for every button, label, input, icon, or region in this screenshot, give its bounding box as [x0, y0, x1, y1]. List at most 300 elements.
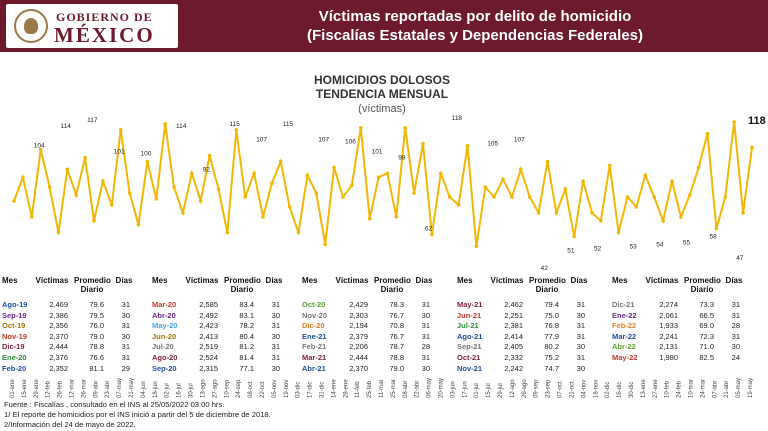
table-row	[0, 342, 150, 353]
header-cell: Mes	[302, 276, 318, 285]
data-point	[403, 126, 407, 130]
chart-subtitle: TENDENCIA MENSUAL	[315, 87, 449, 101]
table-row	[455, 342, 605, 353]
cell-victimas: 2,376	[49, 352, 68, 362]
monthly-tables	[0, 272, 768, 372]
x-tick-label: 10-feb	[664, 380, 671, 398]
month-table-1	[0, 274, 150, 374]
cell-dias: 30	[271, 363, 280, 373]
value-label: 107	[256, 136, 267, 144]
cell-dias: 31	[421, 352, 430, 362]
cell-promedio: 78.3	[389, 300, 404, 309]
value-label: 53	[629, 243, 637, 251]
table-row	[150, 342, 300, 353]
cell-victimas: 2,242	[504, 363, 523, 373]
data-point	[306, 174, 310, 178]
cell-dias: 31	[121, 321, 130, 331]
x-tick-label: 11-mar	[379, 379, 385, 398]
x-tick-label: 01-ene	[10, 379, 16, 398]
cell-mes: Jun-21	[457, 310, 482, 320]
cell-dias: 31	[271, 342, 280, 352]
value-label: 42	[540, 265, 548, 273]
cell-victimas: 2,469	[49, 300, 68, 309]
cell-dias: 30	[731, 342, 740, 352]
cell-promedio: 66.5	[699, 310, 714, 320]
footnote-1: 1/ El reporte de homicidios por el INS inició a partir del 5 de diciembre de 2018.	[4, 410, 271, 419]
cell-promedio: 71.0	[699, 342, 714, 352]
cell-dias: 31	[731, 300, 740, 309]
cell-promedio: 81.2	[239, 342, 254, 352]
data-point	[724, 195, 728, 199]
data-point	[128, 191, 132, 195]
value-label: 107	[318, 136, 330, 144]
table-header	[610, 274, 760, 300]
header-banner	[0, 0, 768, 52]
cell-promedio: 78.8	[89, 342, 104, 352]
cell-promedio: 79.4	[544, 300, 559, 309]
cell-victimas: 2,206	[349, 342, 368, 352]
cell-victimas: 2,352	[49, 363, 68, 373]
cell-victimas: 2,386	[49, 310, 68, 320]
x-tick-label: 31-dic	[319, 381, 326, 398]
value-label: 55	[682, 239, 691, 247]
cell-promedio: 72.3	[699, 331, 714, 341]
x-tick-label: 25-mar	[390, 378, 397, 398]
data-point	[83, 156, 87, 160]
x-tick-label: 27-ago	[212, 379, 219, 398]
cell-mes: Ene-21	[302, 331, 327, 341]
cell-dias: 30	[271, 331, 280, 341]
cell-victimas: 2,423	[199, 321, 218, 331]
data-point	[439, 172, 443, 176]
data-point	[146, 160, 150, 164]
data-point	[395, 215, 399, 219]
cell-promedio: 79.0	[389, 363, 404, 373]
cell-promedio: 76.6	[89, 352, 104, 362]
cell-dias: 31	[731, 331, 740, 341]
data-point	[163, 122, 167, 126]
x-axis	[10, 378, 754, 398]
value-label: 62	[425, 225, 433, 233]
cell-victimas: 2,444	[349, 352, 368, 362]
logo-small-text: GOBIERNO DE	[56, 10, 153, 24]
cell-promedio: 81.1	[89, 363, 104, 373]
data-point	[377, 176, 381, 180]
cell-victimas: 2,131	[659, 342, 678, 352]
last-value-label: 118	[748, 115, 766, 127]
x-tick-label: 02-jul	[164, 383, 171, 398]
cell-victimas: 2,274	[659, 300, 678, 309]
data-point	[510, 195, 514, 199]
x-tick-label: 07-may	[117, 377, 124, 398]
cell-victimas: 2,303	[349, 310, 368, 320]
x-tick-label: 12-ago	[509, 379, 516, 398]
cell-mes: Nov-21	[457, 363, 483, 373]
header-cell: Promedio Diario	[529, 276, 566, 294]
cell-dias: 31	[271, 300, 280, 309]
data-point	[555, 211, 559, 215]
data-point	[92, 219, 96, 223]
table-row	[455, 300, 605, 311]
data-point	[430, 233, 434, 237]
data-point	[270, 181, 274, 185]
cell-promedio: 76.7	[389, 310, 404, 320]
x-tick-label: 15-ene	[21, 379, 28, 398]
value-label: 118	[451, 115, 463, 122]
value-label: 98	[398, 154, 406, 162]
value-label: 114	[60, 122, 71, 130]
cell-dias: 30	[576, 342, 585, 352]
table-row	[150, 353, 300, 364]
x-tick-label: 08-oct	[248, 381, 255, 398]
cell-promedio: 76.8	[544, 321, 559, 331]
page-subtitle: (Fiscalías Estatales y Dependencias Federales)	[307, 27, 643, 44]
cell-promedio: 78.7	[389, 342, 404, 352]
cell-promedio: 69.0	[699, 321, 714, 331]
value-label: 101	[113, 148, 125, 156]
footnote-source: Fuente : Fiscalías , consultado en el INS al 25/05/2022 03:00 hrs.	[4, 400, 225, 409]
value-label: 115	[282, 120, 294, 128]
table-header	[150, 274, 300, 300]
x-tick-label: 18-nov	[593, 379, 600, 398]
data-point	[466, 144, 470, 148]
data-point	[590, 211, 594, 215]
data-point	[732, 120, 736, 124]
header-cell: Víctimas	[185, 276, 219, 285]
x-tick-label: 03-dic	[295, 381, 302, 398]
data-point	[448, 195, 452, 199]
cell-victimas: 2,519	[199, 342, 218, 352]
value-label: 54	[656, 241, 664, 249]
cell-mes: Nov-19	[2, 331, 28, 341]
cell-mes: Abr-22	[612, 342, 636, 352]
x-tick-label: 02-dic	[605, 381, 612, 398]
cell-promedio: 77.9	[544, 331, 559, 341]
x-tick-label: 21-may	[129, 377, 135, 398]
cell-mes: Ago-19	[2, 300, 28, 309]
value-label: 58	[709, 233, 717, 241]
cell-promedio: 80.2	[544, 342, 559, 352]
data-point	[172, 185, 176, 189]
data-point	[208, 154, 212, 158]
data-point	[323, 243, 327, 247]
data-point	[217, 187, 221, 191]
cell-mes: May-20	[152, 321, 178, 331]
data-point	[57, 231, 61, 235]
data-point	[21, 176, 25, 180]
x-tick-label: 29-ene	[33, 379, 40, 398]
header-cell: Días	[265, 276, 283, 285]
cell-mes: Dic-21	[612, 300, 635, 309]
data-point	[706, 132, 710, 136]
data-point	[12, 199, 16, 203]
data-point	[652, 195, 656, 199]
cell-victimas: 2,492	[199, 310, 218, 320]
value-label: 107	[513, 136, 525, 144]
data-point	[119, 128, 123, 132]
data-point	[261, 215, 265, 219]
month-table-2	[150, 274, 300, 374]
cell-victimas: 1,933	[659, 321, 678, 331]
cell-mes: Mar-22	[612, 331, 637, 341]
cell-dias: 28	[421, 342, 430, 352]
header-cell: Promedio Diario	[224, 276, 261, 294]
cell-mes: Ago-21	[457, 331, 483, 341]
value-label: 117	[87, 116, 98, 124]
x-tick-label: 24-mar	[700, 378, 707, 398]
x-tick-label: 24-feb	[676, 380, 683, 398]
data-point	[412, 191, 416, 195]
data-point	[110, 203, 114, 207]
cell-mes: Feb-21	[302, 342, 327, 352]
table-row	[300, 311, 450, 322]
data-point	[501, 177, 505, 181]
data-point	[181, 211, 185, 215]
cell-victimas: 2,405	[504, 342, 523, 352]
x-tick-label: 22-abr	[414, 380, 421, 398]
x-tick-label: 13-ago	[200, 379, 207, 398]
cell-victimas: 2,061	[659, 310, 678, 320]
cell-promedio: 83.1	[239, 310, 254, 320]
cell-mes: Jun-20	[152, 331, 177, 341]
cell-mes: Abr-21	[302, 363, 326, 373]
x-tick-label: 18-jun	[152, 381, 159, 398]
cell-dias: 30	[421, 363, 430, 373]
x-tick-label: 26-ago	[521, 379, 528, 398]
x-tick-label: 25-feb	[367, 380, 374, 398]
data-point	[644, 174, 648, 178]
data-point	[572, 235, 576, 239]
x-tick-label: 30-jul	[188, 383, 195, 398]
data-point	[137, 223, 141, 227]
data-point	[66, 168, 70, 172]
government-logo	[6, 4, 178, 48]
table-row	[150, 300, 300, 311]
x-tick-label: 01-jul	[474, 383, 481, 398]
cell-dias: 31	[421, 300, 430, 309]
x-tick-label: 12-feb	[45, 380, 52, 398]
x-tick-label: 27-ene	[652, 379, 659, 398]
cell-mes: Dic-19	[2, 342, 25, 352]
cell-mes: Mar-21	[302, 352, 327, 362]
cell-dias: 31	[576, 321, 585, 331]
data-point	[368, 217, 372, 221]
header-cell: Días	[115, 276, 133, 285]
header-cell: Mes	[612, 276, 628, 285]
data-point	[715, 227, 719, 231]
cell-dias: 31	[121, 352, 130, 362]
cell-promedio: 79.6	[89, 300, 104, 309]
cell-dias: 31	[121, 300, 130, 309]
cell-victimas: 2,585	[199, 300, 218, 309]
x-tick-label: 04-jun	[140, 381, 147, 398]
cell-dias: 31	[421, 331, 430, 341]
data-point	[688, 193, 692, 197]
cell-promedio: 79.5	[89, 310, 104, 320]
data-point	[48, 185, 52, 189]
data-point	[252, 172, 256, 176]
table-row	[610, 311, 760, 322]
x-tick-label: 21-oct	[569, 381, 576, 398]
cell-victimas: 2,413	[199, 331, 218, 341]
cell-dias: 30	[576, 310, 585, 320]
table-row	[0, 321, 150, 332]
x-tick-label: 14-ene	[331, 379, 338, 398]
table-row	[300, 300, 450, 311]
data-point	[617, 231, 621, 235]
data-point	[484, 185, 488, 189]
x-tick-label: 09-abr	[93, 380, 100, 398]
header-cell: Víctimas	[645, 276, 679, 285]
data-point	[226, 231, 230, 235]
cell-victimas: 2,370	[49, 331, 68, 341]
header-cell: Días	[415, 276, 433, 285]
data-point	[74, 193, 78, 197]
cell-mes: Ene-22	[612, 310, 637, 320]
table-header	[0, 274, 150, 300]
cell-promedio: 76.0	[89, 321, 104, 331]
x-tick-label: 19-may	[748, 377, 754, 398]
cell-mes: Nov-20	[302, 310, 328, 320]
data-point	[537, 211, 541, 215]
data-point	[475, 245, 479, 249]
eagle-seal-icon	[14, 9, 48, 43]
cell-promedio: 78.2	[239, 321, 254, 331]
data-point	[679, 215, 683, 219]
data-point	[243, 195, 247, 199]
x-tick-label: 09-sep	[533, 379, 540, 398]
table-row	[300, 364, 450, 375]
x-tick-label: 04-nov	[581, 379, 588, 398]
cell-mes: Oct-20	[302, 300, 326, 309]
cell-mes: Oct-19	[2, 321, 26, 331]
header-cell: Víctimas	[35, 276, 69, 285]
x-tick-label: 15-jul	[486, 383, 493, 398]
table-row	[455, 311, 605, 322]
x-tick-label: 26-feb	[57, 380, 64, 398]
table-row	[610, 353, 760, 364]
cell-dias: 24	[731, 352, 740, 362]
x-tick-label: 07-oct	[557, 381, 564, 398]
cell-dias: 31	[731, 310, 740, 320]
cell-victimas: 2,429	[349, 300, 368, 309]
data-point	[332, 166, 336, 170]
x-tick-label: 23-abr	[105, 380, 112, 398]
cell-dias: 30	[421, 310, 430, 320]
header-cell: Días	[725, 276, 743, 285]
table-row	[300, 353, 450, 364]
data-point	[741, 211, 745, 215]
table-row	[455, 353, 605, 364]
data-point	[341, 195, 345, 199]
x-tick-label: 10-sep	[224, 379, 231, 398]
x-tick-label: 30-dic	[629, 381, 635, 398]
cell-mes: Ene-20	[2, 352, 27, 362]
cell-promedio: 74.7	[544, 363, 559, 373]
data-point	[421, 142, 425, 146]
x-tick-label: 07-abr	[712, 380, 719, 398]
table-row	[0, 311, 150, 322]
cell-mes: Jul-20	[152, 342, 174, 352]
cell-mes: Sep-19	[2, 310, 27, 320]
table-row	[610, 321, 760, 332]
table-row	[300, 321, 450, 332]
value-label: 100	[140, 150, 152, 158]
value-label: 104	[33, 142, 45, 150]
cell-victimas: 2,356	[49, 321, 68, 331]
cell-victimas: 2,194	[349, 321, 368, 331]
cell-promedio: 79.0	[89, 331, 104, 341]
value-label-layer	[34, 115, 744, 272]
cell-dias: 31	[576, 352, 585, 362]
chart-title: HOMICIDIOS DOLOSOS	[313, 73, 451, 87]
cell-dias: 31	[576, 331, 585, 341]
cell-promedio: 75.0	[544, 310, 559, 320]
data-point	[750, 146, 754, 150]
x-tick-label: 22-oct	[260, 381, 266, 398]
cell-mes: Feb-20	[2, 363, 27, 373]
cell-promedio: 78.8	[389, 352, 404, 362]
data-point	[581, 179, 585, 183]
data-point	[190, 172, 194, 176]
data-point	[697, 166, 701, 170]
value-label: 52	[594, 245, 602, 253]
table-row	[455, 321, 605, 332]
footnotes	[4, 400, 271, 430]
header-cell: Promedio Diario	[74, 276, 111, 294]
data-point	[288, 205, 292, 209]
data-point	[608, 164, 612, 168]
table-row	[610, 300, 760, 311]
cell-promedio: 81.4	[239, 352, 254, 362]
table-row	[300, 342, 450, 353]
cell-promedio: 76.7	[389, 331, 404, 341]
header-cell: Mes	[2, 276, 18, 285]
table-row	[300, 332, 450, 343]
cell-dias: 31	[421, 321, 430, 331]
header-cell: Mes	[152, 276, 168, 285]
x-tick-label: 12-mar	[69, 378, 76, 398]
data-point	[297, 231, 301, 235]
header-cell: Días	[570, 276, 588, 285]
page-title: Víctimas reportadas por delito de homicidio	[318, 8, 632, 25]
cell-victimas: 2,524	[199, 352, 218, 362]
value-label: 106	[345, 138, 356, 146]
value-label: 92	[202, 166, 210, 174]
x-tick-label: 17-dic	[307, 381, 314, 398]
table-header	[300, 274, 450, 300]
x-tick-label: 08-abr	[402, 380, 409, 398]
data-point	[492, 195, 496, 199]
x-tick-label: 17-jun	[462, 381, 469, 398]
cell-victimas: 2,332	[504, 352, 523, 362]
cell-victimas: 2,370	[349, 363, 368, 373]
data-point	[359, 126, 363, 130]
x-tick-label: 16-jul	[176, 383, 183, 398]
cell-dias: 30	[271, 310, 280, 320]
cell-dias: 29	[121, 363, 130, 373]
data-point	[599, 219, 603, 223]
cell-promedio: 70.8	[389, 321, 404, 331]
x-tick-label: 16-dic	[617, 381, 624, 398]
header-cell: Promedio Diario	[684, 276, 721, 294]
cell-victimas: 2,241	[659, 331, 678, 341]
x-tick-label: 28-ene	[343, 379, 350, 398]
header-cell: Promedio Diario	[374, 276, 411, 294]
x-tick-label: 24-sep	[236, 379, 243, 398]
header-cell: Víctimas	[490, 276, 524, 285]
cell-promedio: 82.5	[699, 352, 714, 362]
